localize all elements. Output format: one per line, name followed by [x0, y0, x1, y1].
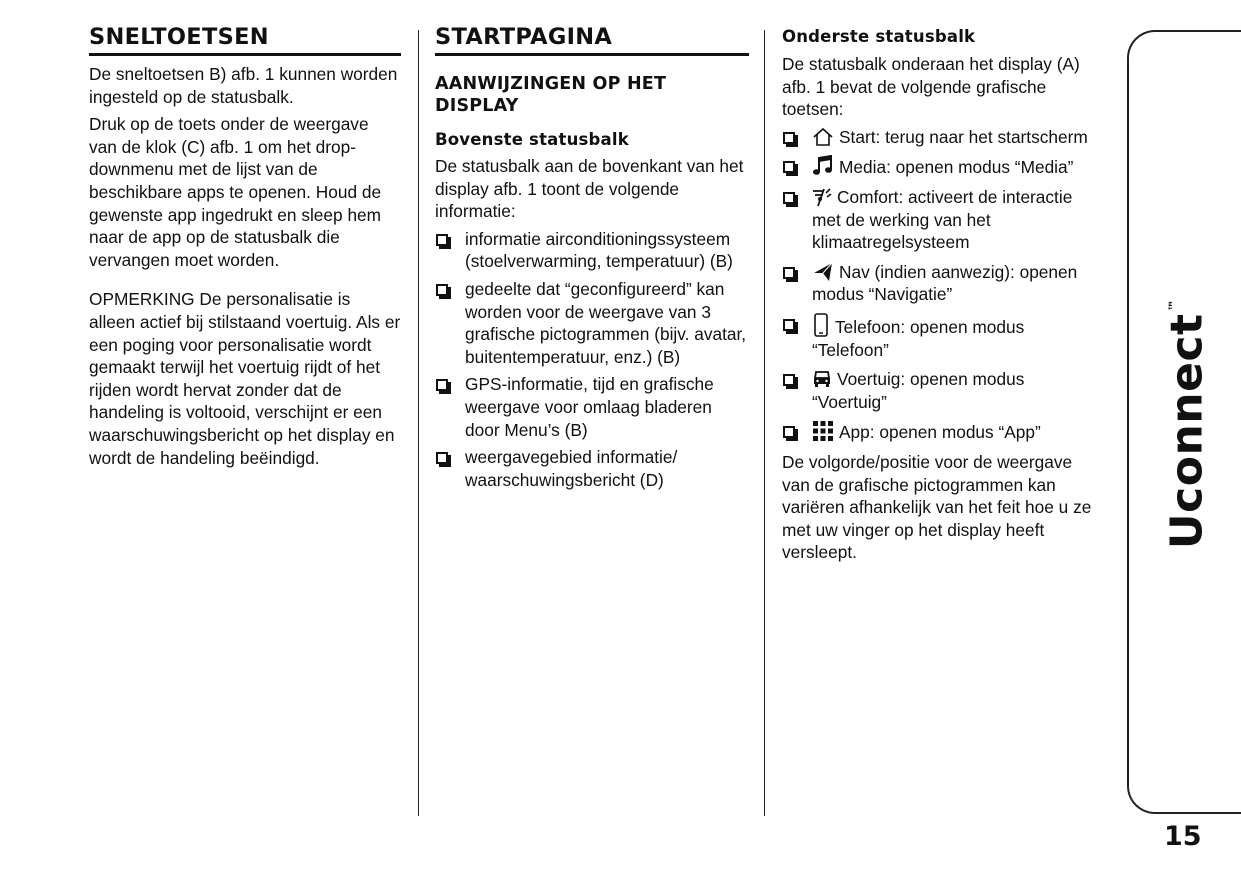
- phone-icon: [812, 313, 830, 337]
- navigation-arrow-icon: [812, 262, 834, 282]
- list-item-text: Voertuig: openen modus “Voertuig”: [812, 369, 1025, 412]
- section-title-bovenste-statusbalk: Bovenste statusbalk: [435, 130, 629, 149]
- list-item-text: Start: terug naar het startscherm: [839, 126, 1088, 147]
- home-icon: [812, 127, 834, 147]
- list-item-text: weergavegebied informatie/ waarschuwingsbericht (D): [465, 447, 678, 490]
- column-sneltoetsen: [89, 24, 401, 474]
- list-item: [435, 278, 749, 368]
- list-item-telefoon: [782, 313, 1094, 361]
- list-item-text: App: openen modus “App”: [839, 422, 1041, 443]
- list-item-media: [782, 155, 1094, 179]
- list-item-text: Nav (indien aanwezig): openen modus “Navigatie”: [812, 261, 1078, 305]
- page-number: 15: [1164, 821, 1202, 852]
- list-item-nav: [782, 261, 1094, 306]
- checkbox-bullet-icon: [783, 374, 795, 386]
- apps-grid-icon: [812, 420, 834, 442]
- heading-sneltoetsen: SNELTOETSEN: [89, 24, 401, 56]
- checkbox-bullet-icon: [783, 161, 795, 173]
- checkbox-bullet-icon: [783, 319, 795, 331]
- checkbox-bullet-icon: [436, 234, 448, 246]
- list-item-text: GPS-informatie, tijd en grafische weergave voor omlaag bladeren door Menu’s (B): [465, 374, 714, 440]
- list-item-text: Telefoon: openen modus “Telefoon”: [812, 316, 1025, 360]
- column-onderste-statusbalk: [782, 24, 1094, 569]
- checkbox-bullet-icon: [436, 284, 448, 296]
- list-item-voertuig: [782, 368, 1094, 413]
- intro-paragraph: De statusbalk onderaan het display (A) afb. 1 bevat de volgende grafische toetsen:: [782, 54, 1080, 120]
- list-item: [435, 373, 749, 441]
- list-item-text: Comfort: activeert de interactie met de werking van het klimaatregelsysteem: [812, 186, 1073, 253]
- section-title-onderste-statusbalk: Onderste statusbalk: [782, 27, 976, 46]
- column-divider: [418, 30, 419, 816]
- list-item-app: [782, 420, 1094, 444]
- checkbox-bullet-icon: [783, 192, 795, 204]
- closing-paragraph: De volgorde/positie voor de weergave van de grafische pictogrammen kan variëren afhankelijk van het feit hoe u ze met uw vinger op het display heeft versleept.: [782, 451, 1092, 563]
- list-item-text: gedeelte dat “geconfigureerd” kan worden voor de weergave van 3 grafische pictogrammen (bijv. avatar, buitentemperatuur, enz.) (B): [465, 278, 747, 367]
- chapter-tab-label: [1162, 299, 1213, 549]
- checkbox-bullet-icon: [783, 132, 795, 144]
- list-item-comfort: [782, 186, 1094, 254]
- button-list: [782, 126, 1094, 444]
- subheading-aanwijzingen: AANWIJZINGEN OP HET DISPLAY: [435, 74, 667, 116]
- checkbox-bullet-icon: [783, 267, 795, 279]
- checkbox-bullet-icon: [436, 379, 448, 391]
- intro-paragraph: De statusbalk aan de bovenkant van het display afb. 1 toont de volgende informatie:: [435, 156, 744, 222]
- chapter-title: Uconnect: [1161, 313, 1213, 550]
- list-item-start: [782, 126, 1094, 149]
- list-item: [435, 446, 749, 491]
- heading-startpagina: STARTPAGINA: [435, 24, 749, 56]
- trademark-symbol: ™: [1166, 298, 1181, 312]
- music-note-icon: [812, 155, 834, 177]
- paragraph: Druk op de toets onder de weergave van de klok (C) afb. 1 om het drop-downmenu met de lijst van de beschikbare apps te openen. Houd de gewenste app ingedrukt en sleep hem naar de app op de statusbalk die vervangen moet worden.: [89, 114, 382, 270]
- list-item-text: Media: openen modus “Media”: [839, 157, 1074, 178]
- vehicle-icon: [812, 369, 832, 389]
- info-list: [435, 228, 749, 492]
- checkbox-bullet-icon: [783, 426, 795, 438]
- column-startpagina: [435, 24, 749, 496]
- checkbox-bullet-icon: [436, 452, 448, 464]
- list-item-text: informatie airconditioningssysteem (stoelverwarming, temperatuur) (B): [465, 228, 733, 272]
- note-paragraph: OPMERKING De personalisatie is alleen actief bij stilstaand voertuig. Als er een poging voor personalisatie wordt gemaakt terwijl het voertuig rijdt of het rijden wordt hervat zonder dat de handeling is voltooid, verschijnt er een waarschuwingsbericht op het display en wordt de handeling beëindigd.: [89, 289, 401, 468]
- paragraph: De sneltoetsen B) afb. 1 kunnen worden ingesteld op de statusbalk.: [89, 64, 398, 107]
- column-divider: [764, 30, 765, 816]
- climate-fan-icon: [812, 187, 832, 207]
- list-item: [435, 228, 749, 273]
